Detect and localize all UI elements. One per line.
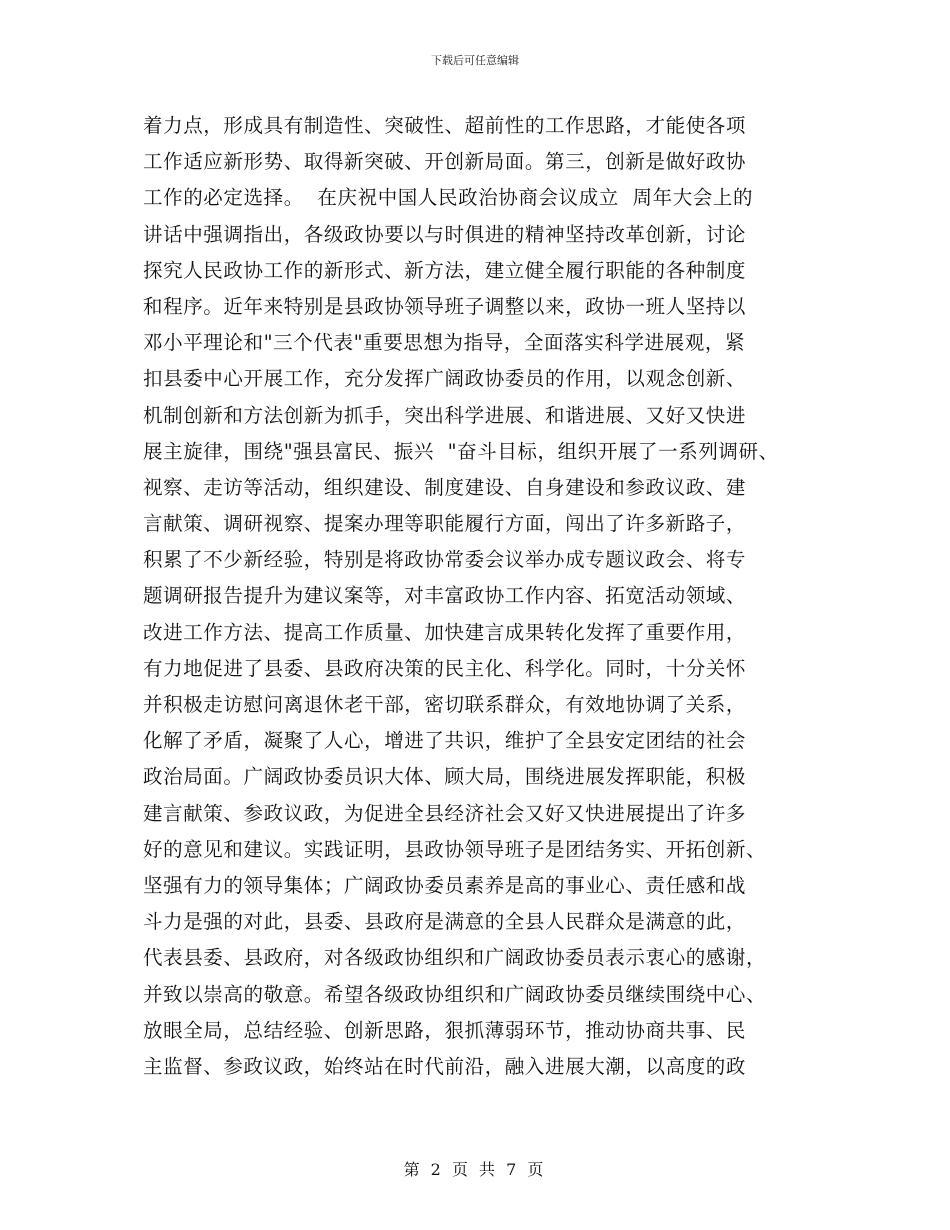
page-header: 下载后可任意编辑 (431, 54, 519, 67)
text-line: 邓小平理论和"三个代表"重要思想为指导，全面落实科学进展观，紧 (143, 331, 746, 355)
text-line: 并积极走访慰问离退休老干部，密切联系群众，有效地协调了关系， (143, 693, 747, 716)
text-line: 着力点，形成具有制造性、突破性、超前性的工作思路，才能使各项 (143, 114, 747, 137)
text-line: 和程序。近年来特别是县政协领导班子调整以来，政协一班人坚持以 (143, 294, 747, 318)
text-line: 化解了矛盾，凝聚了人心，增进了共识，维护了全县安定团结的社会 (143, 729, 747, 753)
text-line: 积累了不少新经验，特别是将政协常委会议举办成专题议政会、将专 (143, 548, 747, 572)
text-line: 放眼全局，总结经验、创新思路，狠抓薄弱环节，推动协商共事、民 (143, 1018, 747, 1042)
text-line: 工作适应新形势、取得新突破、开创新局面。第三，创新是做好政协 (143, 150, 747, 174)
text-line: 代表县委、县政府，对各级政协组织和广阔政协委员表示衷心的感谢， (143, 946, 767, 970)
text-line: 斗力是强的对此，县委、县政府是满意的全县人民群众是满意的此， (143, 910, 747, 934)
text-line: 坚强有力的领导集体；广阔政协委员素养是高的事业心、责任感和战 (143, 873, 747, 897)
text-line: 好的意见和建议。实践证明，县政协领导班子是团结务实、开拓创新、 (143, 837, 767, 861)
text-line: 题调研报告提升为建议案等，对丰富政协工作内容、拓宽活动领域、 (143, 584, 747, 608)
text-line: 讲话中强调指出，各级政协要以与时俱进的精神坚持改革创新，讨论 (143, 222, 747, 246)
body-text (143, 108, 833, 1085)
text-line: 展主旋律，围绕"强县富民、振兴 "奋斗目标，组织开展了一系列调研、 (143, 439, 779, 463)
text-line: 探究人民政协工作的新形式、新方法，建立健全履行职能的各种制度 (143, 258, 747, 282)
text-line: 扣县委中心开展工作，充分发挥广阔政协委员的作用，以观念创新、 (143, 367, 747, 391)
text-line: 机制创新和方法创新为抓手，突出科学进展、和谐进展、又好又快进 (143, 403, 747, 427)
page-footer: 第 2 页 共 7 页 (403, 1160, 547, 1179)
text-line: 政治局面。广阔政协委员识大体、顾大局，围绕进展发挥职能，积极 (143, 765, 747, 789)
text-line: 并致以崇高的敬意。希望各级政协组织和广阔政协委员继续围绕中心、 (143, 982, 767, 1006)
text-line: 有力地促进了县委、县政府决策的民主化、科学化。同时，十分关怀 (143, 656, 747, 680)
text-line: 视察、走访等活动，组织建设、制度建设、自身建设和参政议政、建 (143, 475, 747, 499)
text-line: 工作的必定选择。 在庆祝中国人民政治协商会议成立 周年大会上的 (143, 186, 754, 210)
text-line: 改进工作方法、提高工作质量、加快建言成果转化发挥了重要作用， (143, 620, 747, 644)
text-line: 言献策、调研视察、提案办理等职能履行方面，闯出了许多新路子， (143, 512, 747, 536)
text-line: 建言献策、参政议政，为促进全县经济社会又好又快进展提出了许多 (143, 801, 747, 825)
text-line: 主监督、参政议政，始终站在时代前沿，融入进展大潮，以高度的政 (143, 1054, 747, 1078)
